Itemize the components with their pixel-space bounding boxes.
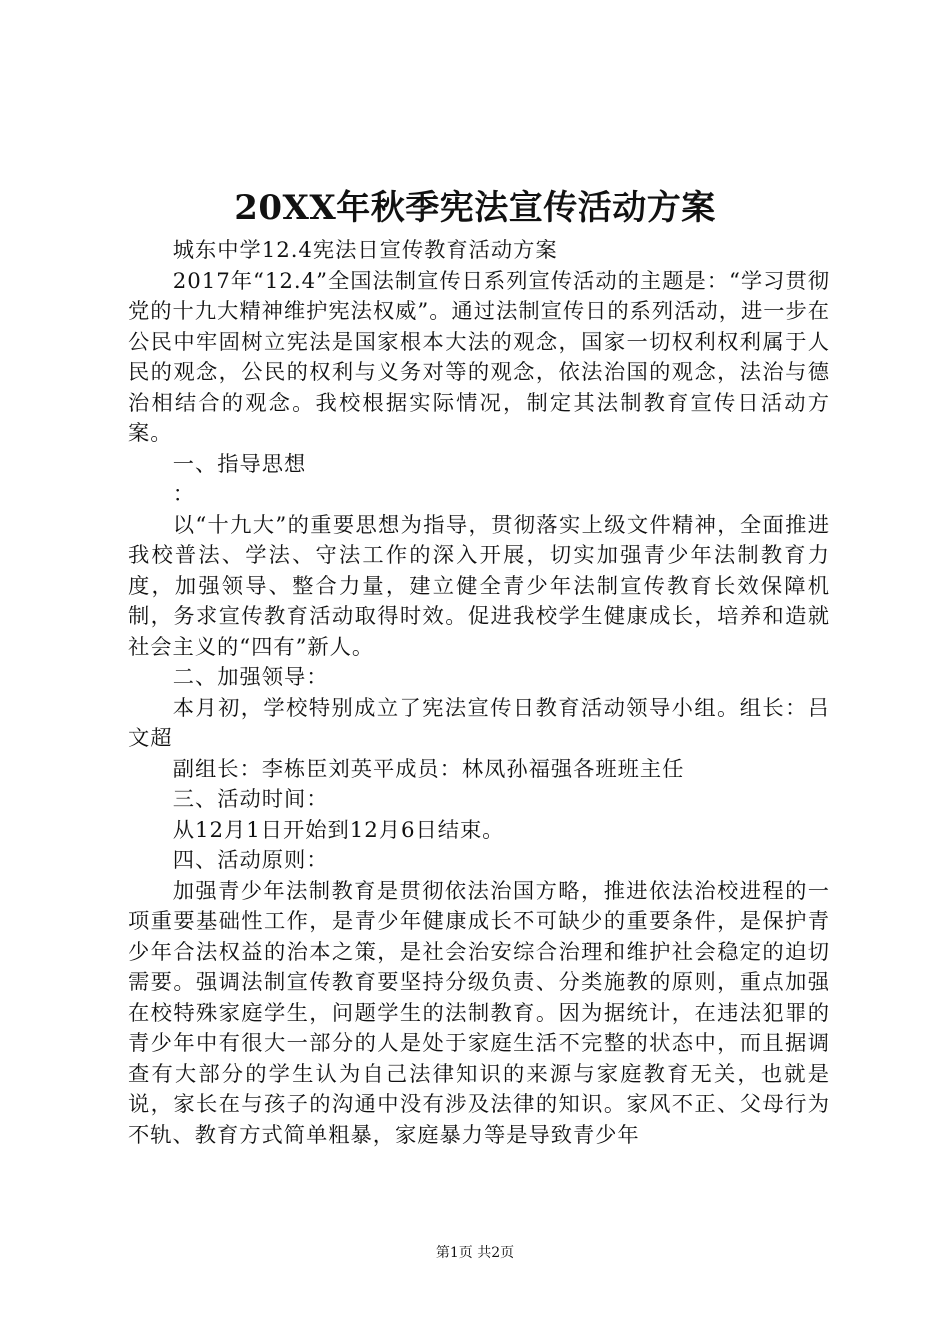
paragraph-principles: 加强青少年法制教育是贯彻依法治国方略，推进依法治校进程的一项重要基础性工作，是青少年健康成长不可缺少的重要条件，是保护青少年合法权益的治本之策，是社会治安综合治理和维护社会稳定的迫切需要。强调法制宣传教育要坚持分级负责、分类施教的原则，重点加强在校特殊家庭学生，问题学生的法制教育。因为据统计，在违法犯罪的青少年中有很大一部分的人是处于家庭生活不完整的状态中，而且据调查有大部分的学生认为自己法律知识的来源与家庭教育无关，也就是说，家长在与孩子的沟通中没有涉及法律的知识。家风不正、父母行为不轨、教育方式简单粗暴，家庭暴力等是导致青少年 [128, 878, 830, 1148]
document-body [128, 236, 830, 1151]
paragraph-school-plan-heading: 城东中学12.4宪法日宣传教育活动方案 [172, 238, 558, 263]
paragraph-guiding-thought: 以“十九大”的重要思想为指导，贯彻落实上级文件精神，全面推进我校普法、学法、守法工作的深入开展，切实加强青少年法制教育力度，加强领导、整合力量，建立健全青少年法制宣传教育长效保障机制，务求宣传教育活动取得时效。促进我校学生健康成长，培养和造就社会主义的“四有”新人。 [128, 512, 830, 660]
paragraph-leadership-group: 本月初，学校特别成立了宪法宣传日教育活动领导小组。组长：吕文超 [128, 695, 830, 751]
paragraph-colon: ： [172, 482, 195, 507]
paragraph-deputy-leaders: 副组长：李栋臣刘英平成员：林凤孙福强各班班主任 [172, 756, 685, 782]
document-title: 20XX年秋季宪法宣传活动方案 [234, 188, 716, 228]
paragraph-theme-intro: 2017年“12.4”全国法制宣传日系列宣传活动的主题是：“学习贯彻党的十九大精神维护宪法权威”。通过法制宣传日的系列活动，进一步在公民中牢固树立宪法是国家根本大法的观念，国家一切权利权利属于人民的观念，公民的权利与义务对等的观念，依法治国的观念，法治与德治相结合的观念。我校根据实际情况，制定其法制教育宣传日活动方案。 [128, 268, 830, 446]
paragraph-activity-time: 从12月1日开始到12月6日结束。 [172, 817, 505, 843]
page-footer: 第1页 共2页 [435, 1245, 515, 1261]
section-heading-leadership: 二、加强领导： [172, 665, 329, 690]
section-heading-guiding-thought: 一、指导思想 [172, 451, 307, 477]
section-heading-principles: 四、活动原则： [172, 848, 329, 873]
section-heading-activity-time: 三、活动时间： [172, 787, 329, 812]
